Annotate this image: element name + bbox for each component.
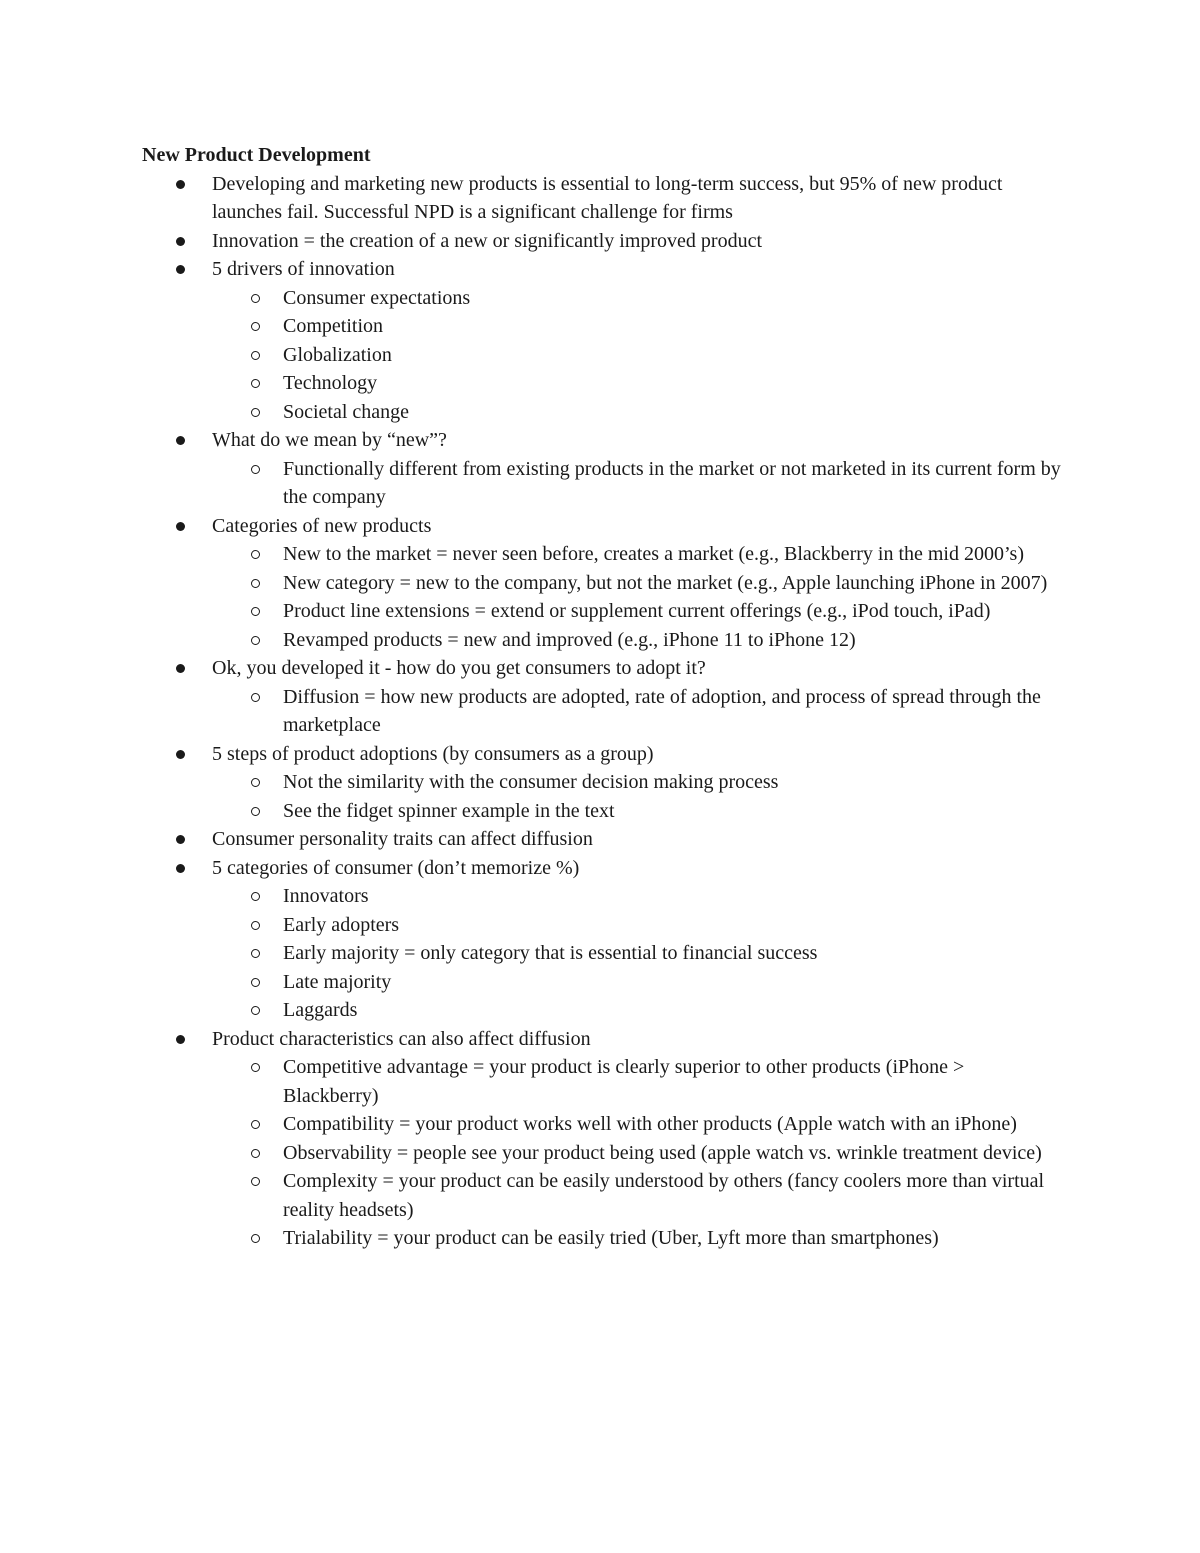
hollow-bullet-icon [251,550,260,559]
sub-list-item-text: Complexity = your product can be easily understood by others (fancy coolers more than virtual reality headsets) [283,1170,1045,1221]
sub-list-item-text: See the fidget spinner example in the text [283,799,615,822]
sub-list-item [283,312,1062,341]
sub-list-item [283,683,1062,740]
list-item-text: 5 categories of consumer (don’t memorize %) [212,856,580,879]
hollow-bullet-icon [251,1006,260,1015]
sub-list-item-text: Innovators [283,885,369,907]
sub-list-item [283,797,1062,826]
sub-list-item [283,1053,1062,1110]
hollow-bullet-icon [251,949,260,958]
hollow-bullet-icon [251,607,260,616]
filled-bullet-icon [176,237,185,246]
list-item-text: Categories of new products [212,514,432,537]
list-item [212,654,1062,740]
sub-list-item-text: Early majority = only category that is essential to financial success [283,942,818,964]
sub-bullet-list [212,1053,1062,1253]
list-item-text: Innovation = the creation of a new or significantly improved product [212,229,763,252]
sub-list-item [283,939,1062,968]
hollow-bullet-icon [251,1120,260,1129]
filled-bullet-icon [176,436,185,445]
sub-bullet-list [212,683,1062,740]
filled-bullet-icon [176,750,185,759]
list-item-text: Consumer personality traits can affect diffusion [212,828,593,850]
list-item-text: 5 drivers of innovation [212,258,395,280]
sub-list-item-text: New category = new to the company, but not the market (e.g., Apple launching iPhone in 2007) [283,571,1048,594]
hollow-bullet-icon [251,807,260,816]
sub-bullet-list [212,540,1062,654]
filled-bullet-icon [176,864,185,873]
list-item-text: Developing and marketing new products is essential to long-term success, but 95% of new product launches fail. Successful NPD is a significant challenge for firms [212,172,1003,223]
sub-list-item [283,911,1062,940]
list-item-text: 5 steps of product adoptions (by consumers as a group) [212,742,654,765]
sub-list-item [283,284,1062,313]
sub-list-item-text: Early adopters [283,913,400,936]
sub-list-item-text: Competitive advantage = your product is clearly superior to other products (iPhone > Blackberry) [283,1056,965,1107]
list-item-text: What do we mean by “new”? [212,429,447,451]
hollow-bullet-icon [251,294,260,303]
list-item [212,854,1062,1025]
sub-list-item-text: Globalization [283,343,392,366]
hollow-bullet-icon [251,892,260,901]
sub-list-item-text: Technology [283,372,378,394]
sub-list-item [283,1139,1062,1168]
hollow-bullet-icon [251,408,260,417]
main-bullet-list [142,170,1062,1253]
hollow-bullet-icon [251,921,260,930]
sub-bullet-list [212,768,1062,825]
sub-list-item [283,1224,1062,1253]
hollow-bullet-icon [251,1063,260,1072]
sub-list-item-text: Functionally different from existing products in the market or not marketed in its current form by the company [283,457,1061,508]
sub-list-item-text: Product line extensions = extend or supplement current offerings (e.g., iPod touch, iPad) [283,600,991,622]
list-item [212,227,1062,256]
sub-list-item-text: Compatibility = your product works well with other products (Apple watch with an iPhone) [283,1113,1017,1135]
list-item-text: Product characteristics can also affect diffusion [212,1027,591,1050]
hollow-bullet-icon [251,978,260,987]
sub-list-item [283,455,1062,512]
list-item [212,512,1062,655]
list-item [212,426,1062,512]
hollow-bullet-icon [251,579,260,588]
hollow-bullet-icon [251,636,260,645]
filled-bullet-icon [176,265,185,274]
hollow-bullet-icon [251,1149,260,1158]
sub-list-item-text: New to the market = never seen before, creates a market (e.g., Blackberry in the mid 2000’s) [283,543,1024,565]
sub-list-item-text: Consumer expectations [283,286,471,309]
sub-list-item-text: Societal change [283,400,410,423]
sub-list-item [283,369,1062,398]
filled-bullet-icon [176,835,185,844]
list-item [212,740,1062,826]
list-item [212,1025,1062,1253]
sub-list-item-text: Late majority [283,970,392,993]
filled-bullet-icon [176,664,185,673]
sub-list-item [283,768,1062,797]
sub-list-item [283,968,1062,997]
sub-list-item [283,882,1062,911]
list-item [212,825,1062,854]
sub-list-item [283,597,1062,626]
sub-list-item-text: Not the similarity with the consumer decision making process [283,771,779,793]
page-title: New Product Development [142,144,371,166]
hollow-bullet-icon [251,465,260,474]
list-item-text: Ok, you developed it - how do you get consumers to adopt it? [212,657,706,679]
sub-list-item-text: Revamped products = new and improved (e.g., iPhone 11 to iPhone 12) [283,628,856,651]
sub-list-item-text: Laggards [283,999,358,1021]
list-item [212,255,1062,426]
sub-list-item [283,540,1062,569]
sub-list-item [283,341,1062,370]
hollow-bullet-icon [251,1234,260,1243]
sub-bullet-list [212,455,1062,512]
sub-list-item-text: Competition [283,315,383,337]
sub-list-item [283,569,1062,598]
document-body [142,141,1062,1253]
sub-list-item-text: Diffusion = how new products are adopted, rate of adoption, and process of spread through the marketplace [283,685,1041,736]
filled-bullet-icon [176,1035,185,1044]
hollow-bullet-icon [251,379,260,388]
list-item [212,170,1062,227]
hollow-bullet-icon [251,693,260,702]
sub-list-item [283,398,1062,427]
sub-bullet-list [212,882,1062,1025]
sub-list-item-text: Observability = people see your product being used (apple watch vs. wrinkle treatment device) [283,1141,1042,1164]
filled-bullet-icon [176,522,185,531]
sub-list-item [283,1167,1062,1224]
sub-list-item [283,996,1062,1025]
hollow-bullet-icon [251,351,260,360]
sub-bullet-list [212,284,1062,427]
hollow-bullet-icon [251,322,260,331]
hollow-bullet-icon [251,1177,260,1186]
hollow-bullet-icon [251,778,260,787]
sub-list-item [283,626,1062,655]
sub-list-item-text: Trialability = your product can be easily tried (Uber, Lyft more than smartphones) [283,1227,939,1249]
filled-bullet-icon [176,180,185,189]
sub-list-item [283,1110,1062,1139]
